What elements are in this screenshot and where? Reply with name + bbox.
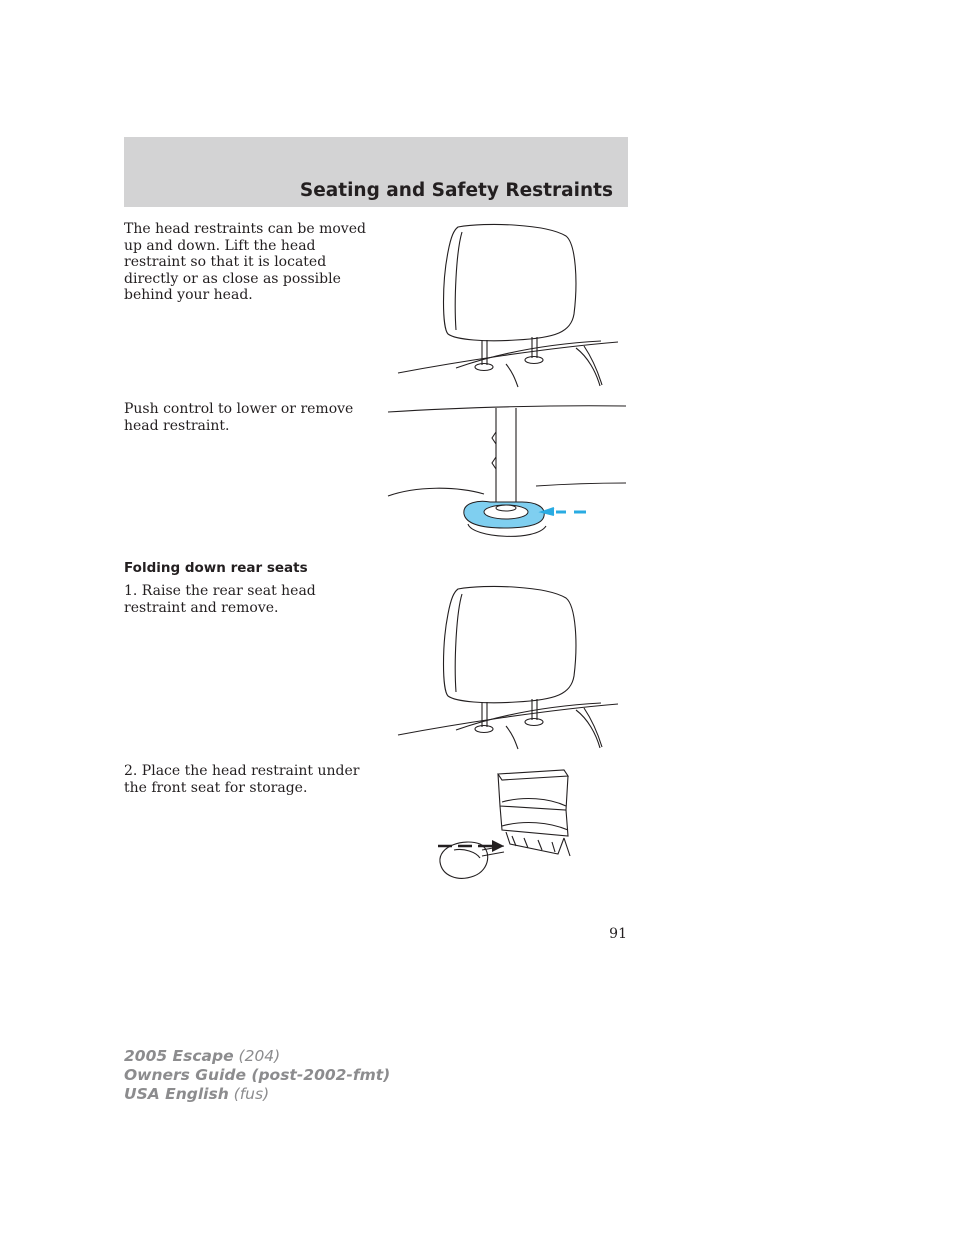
headrest-raised-figure <box>396 222 622 388</box>
headrest-raised-icon <box>396 222 622 388</box>
folding-rear-seats-heading: Folding down rear seats <box>124 560 308 576</box>
step-1-text: 1. Raise the rear seat head restraint and remove. <box>124 583 316 616</box>
section-title: Seating and Safety Restraints <box>299 180 613 201</box>
headrest-storage-figure <box>434 766 580 884</box>
footer-line-1: 2005 Escape (204) <box>124 1047 281 1065</box>
push-control-text: Push control to lower or remove head restraint. <box>124 401 354 434</box>
footer-line-3: USA English (fus) <box>124 1085 270 1103</box>
headrest-release-control-icon <box>386 402 628 542</box>
headrest-under-seat-icon <box>434 766 580 884</box>
head-restraint-intro-text: The head restraints can be moved up and down. Lift the head restraint so that it is located directly or as close as possible behind your head. <box>124 221 366 304</box>
step-2-text: 2. Place the head restraint under the front seat for storage. <box>124 763 360 796</box>
headrest-release-figure <box>386 402 628 542</box>
document-footer <box>124 1047 390 1104</box>
headrest-raised-figure-2 <box>396 584 622 750</box>
page-number: 91 <box>609 926 627 942</box>
footer-line-2: Owners Guide (post-2002-fmt) <box>124 1066 391 1084</box>
headrest-raised-icon <box>396 584 622 750</box>
header-band <box>124 137 628 207</box>
